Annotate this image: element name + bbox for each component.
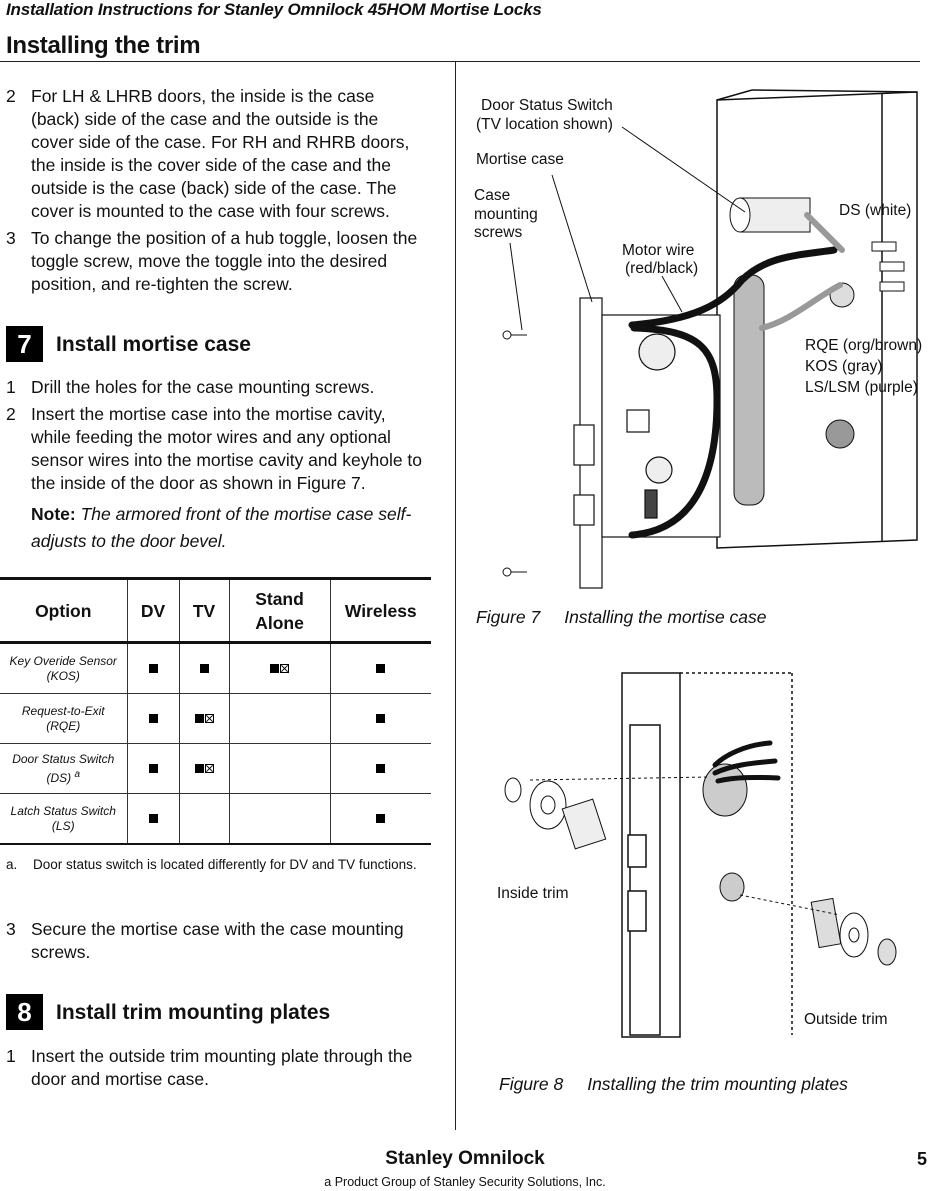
label-inside-trim: Inside trim: [497, 885, 569, 902]
label-outside-trim: Outside trim: [804, 1011, 888, 1028]
label-ls: LS/LSM (purple): [805, 379, 918, 396]
filled-square-icon: [200, 664, 209, 673]
figure-7-caption: [476, 607, 767, 628]
label-tv-location: (TV location shown): [476, 116, 613, 133]
step-number: 3: [6, 228, 16, 248]
page-number: 5: [917, 1149, 928, 1169]
option-cell: [127, 694, 179, 744]
filled-square-icon: [376, 764, 385, 773]
footnote-marker: a: [74, 768, 81, 780]
step-number: 2: [6, 404, 16, 424]
section-8-badge: 8: [6, 994, 43, 1030]
step-text: To change the position of a hub toggle, loosen the toggle screw, move the toggle into the desired position, and re-tighten the screw.: [31, 228, 418, 294]
bore-hole: [826, 420, 854, 448]
door-edge: [622, 673, 792, 1037]
outside-trim-parts: [811, 898, 896, 965]
option-cell: [179, 694, 229, 744]
note: [31, 501, 421, 555]
table-row: [0, 744, 431, 794]
table-footnote: [6, 855, 426, 874]
filled-square-icon: [195, 714, 204, 723]
table-header-row: [0, 579, 431, 643]
column-header-wireless: Wireless: [330, 579, 431, 643]
bore-hole: [703, 764, 747, 816]
mortise-cavity: [734, 275, 764, 505]
label-rqe: RQE (org/brown): [805, 337, 923, 354]
section-8-title: Install trim mounting plates: [56, 1001, 331, 1024]
filled-square-icon: [376, 814, 385, 823]
footnote-text: Door status switch is located differently for DV and TV functions.: [33, 857, 417, 872]
note-text: The armored front of the mortise case self-adjusts to the door bevel.: [31, 504, 412, 551]
table-row: [0, 694, 431, 744]
label-door-status-switch: Door Status Switch: [481, 97, 613, 114]
door-status-switch: [730, 198, 810, 232]
step-text: Insert the outside trim mounting plate through the door and mortise case.: [31, 1046, 413, 1089]
step-text: Drill the holes for the case mounting screws.: [31, 377, 375, 397]
wire-connectors: [872, 242, 904, 291]
option-name: Latch Status Switch (LS): [10, 803, 116, 833]
section-7-title: Install mortise case: [56, 333, 251, 356]
filled-square-icon: [376, 714, 385, 723]
footer-brand: Stanley Omnilock: [385, 1148, 545, 1169]
x-square-icon: [280, 664, 289, 673]
column-header-stand-alone: Stand Alone: [229, 579, 330, 643]
note-label: Note:: [31, 504, 76, 524]
option-name-cell: [0, 694, 127, 744]
figure-8-number: Figure 8: [499, 1074, 564, 1094]
label-motor-wire: Motor wire: [622, 242, 695, 259]
label-ds-white: DS (white): [839, 202, 912, 219]
option-name: Key Overide Sensor (KOS): [9, 653, 117, 683]
filled-square-icon: [149, 664, 158, 673]
table-row: [0, 794, 431, 845]
option-cell: [127, 744, 179, 794]
label-mortise-case: Mortise case: [476, 151, 564, 168]
step-2-insert-case: [6, 403, 424, 495]
step-number: 1: [6, 377, 16, 397]
label-case-line1: Case: [474, 187, 511, 204]
step-number: 1: [6, 1046, 16, 1066]
filled-square-icon: [195, 764, 204, 773]
footnote-label: a.: [6, 857, 18, 872]
x-square-icon: [205, 764, 214, 773]
figure-8-caption: [499, 1074, 848, 1095]
option-name-cell: [0, 643, 127, 694]
column-header-option: Option: [0, 579, 127, 643]
option-name-cell: [0, 744, 127, 794]
step-number: 3: [6, 919, 16, 939]
option-cell: [179, 643, 229, 694]
option-cell: [229, 744, 330, 794]
filled-square-icon: [149, 814, 158, 823]
sensor-options-table: [0, 577, 431, 845]
footer-subtitle: a Product Group of Stanley Security Solutions, Inc.: [324, 1175, 606, 1189]
figure-7-number: Figure 7: [476, 607, 541, 627]
option-cell: [229, 794, 330, 845]
case-mounting-screws: [503, 331, 527, 576]
figure-8-illustration: [470, 665, 910, 1050]
option-cell: [330, 694, 431, 744]
document-title: Installation Instructions for Stanley Omnilock 45HOM Mortise Locks: [6, 0, 542, 19]
option-name: Request-to-Exit (RQE): [21, 703, 105, 733]
column-header-dv: DV: [127, 579, 179, 643]
inside-trim-parts: [505, 778, 606, 849]
option-cell: [330, 643, 431, 694]
figure-8-caption-text: Installing the trim mounting plates: [587, 1074, 848, 1094]
step-text: Secure the mortise case with the case mounting screws.: [31, 919, 404, 962]
step-1-drill-holes: [6, 376, 424, 399]
step-3-hub-toggle: [6, 227, 424, 296]
step-3-secure-case: [6, 918, 424, 964]
x-square-icon: [205, 714, 214, 723]
filled-square-icon: [270, 664, 279, 673]
option-name: Door Status Switch (DS): [12, 751, 115, 785]
option-cell: [179, 744, 229, 794]
filled-square-icon: [149, 764, 158, 773]
option-cell: [127, 794, 179, 845]
filled-square-icon: [149, 714, 158, 723]
option-cell: [127, 643, 179, 694]
label-motor-wire-colors: (red/black): [625, 260, 699, 277]
column-divider: [455, 62, 456, 1130]
label-case-line2: mounting: [474, 206, 538, 223]
option-cell: [330, 744, 431, 794]
option-cell: [179, 794, 229, 845]
header-rule: [0, 61, 920, 62]
label-kos: KOS (gray): [805, 358, 883, 375]
column-header-tv: TV: [179, 579, 229, 643]
option-cell: [229, 694, 330, 744]
step-number: 2: [6, 86, 16, 106]
option-cell: [330, 794, 431, 845]
step-1-insert-outside-plate: [6, 1045, 424, 1091]
section-7-badge: 7: [6, 326, 43, 362]
step-2-door-handing: [6, 85, 424, 223]
option-name-cell: [0, 794, 127, 845]
option-cell: [229, 643, 330, 694]
table-row: [0, 643, 431, 694]
step-text: Insert the mortise case into the mortise cavity, while feeding the motor wires and any optional sensor wires into the mortise cavity and keyhole to the inside of the door as shown in Figure 7.: [31, 404, 423, 493]
step-text: For LH & LHRB doors, the inside is the case (back) side of the case and the outside is the cover side of the case. For RH and RHRB doors, the inside is the cover side of the case and the outside is the case (back) side of the case. The cover is mounted to the case with four screws.: [31, 86, 410, 221]
figure-7-caption-text: Installing the mortise case: [564, 607, 767, 627]
section-title: Installing the trim: [6, 32, 201, 59]
label-case-line3: screws: [474, 224, 523, 241]
filled-square-icon: [376, 664, 385, 673]
